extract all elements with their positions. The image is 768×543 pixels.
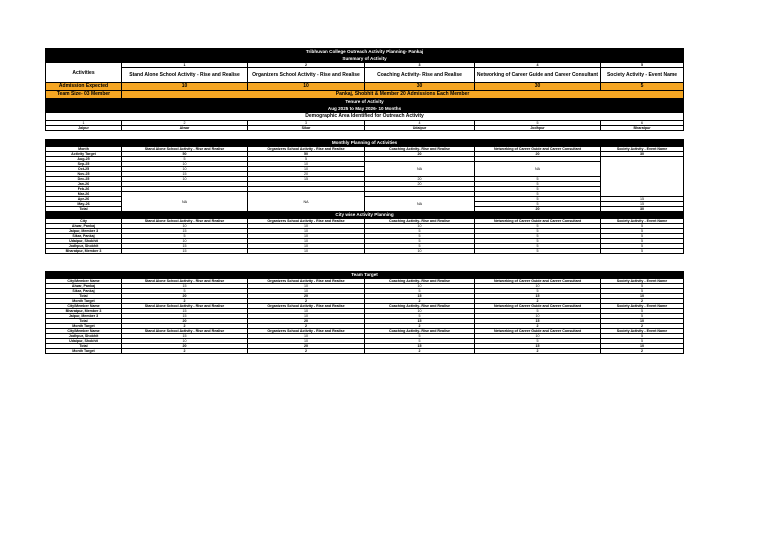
month-value-cell: 20	[475, 207, 601, 212]
month-value-cell: NA	[122, 192, 248, 212]
column-header: Networking of Career Guide and Career Consultant	[475, 219, 601, 224]
column-header: Coaching Activity- Rise and Realise	[365, 329, 475, 334]
total-value-cell: 15	[475, 294, 601, 299]
city-value-cell: 5	[475, 239, 601, 244]
team-value-cell: 5	[475, 289, 601, 294]
month-target-label: Month Target	[46, 349, 122, 354]
column-header: Coaching Activity- Rise and Realise	[365, 304, 475, 309]
month-value-cell: NA	[248, 192, 365, 212]
month-value-cell: NA	[365, 162, 475, 177]
total-value-cell: 20	[122, 294, 248, 299]
demo-city: Alwar	[122, 126, 248, 131]
city-value-cell: 5	[475, 229, 601, 234]
month-label-cell: Apr-26	[46, 197, 122, 202]
column-header: Organizers School Activity - Rise and Realise	[248, 147, 365, 152]
team-value-cell: 5	[601, 334, 684, 339]
month-value-cell: 15	[601, 197, 684, 202]
total-label: Total	[46, 344, 122, 349]
total-value-cell: 15	[365, 294, 475, 299]
month-value-cell: 50	[248, 152, 365, 157]
total-value-cell: 15	[475, 344, 601, 349]
team-value-cell: 15	[122, 314, 248, 319]
city-value-cell: 10	[248, 234, 365, 239]
column-header: Society Activity - Event Name	[601, 147, 684, 152]
month-target-value: 2	[601, 324, 684, 329]
month-value-cell: 20	[248, 172, 365, 177]
month-target-value: 2	[475, 324, 601, 329]
month-label-cell: Sep-25	[46, 162, 122, 167]
total-value-cell: 20	[248, 344, 365, 349]
citywise-header: City wise Activity Planning	[46, 212, 684, 219]
total-value-cell: 10	[601, 294, 684, 299]
month-target-value: 2	[365, 349, 475, 354]
team-value-cell: 15	[122, 284, 248, 289]
month-value-cell: 10	[248, 167, 365, 172]
month-target-value: 2	[475, 299, 601, 304]
column-header: Society Activity - Event Name	[601, 279, 684, 284]
team-value-cell: 5	[122, 289, 248, 294]
city-name-cell: Jodhpur, Shobhit	[46, 244, 122, 249]
tenure-label: Tenure of Activity	[46, 99, 684, 106]
month-value-cell: NA	[365, 197, 475, 212]
spreadsheet	[45, 48, 683, 354]
activity-number: 1	[122, 63, 248, 68]
team-value-cell: 5	[601, 289, 684, 294]
city-value-cell: 10	[248, 249, 365, 254]
city-value-cell: 5	[475, 249, 601, 254]
month-value-cell: 5	[475, 197, 601, 202]
team-value-cell: 5	[475, 309, 601, 314]
team-text: Pankaj, Shobhit & Member 20 Admissions Each Member	[122, 91, 684, 99]
month-label-cell: Aug-25	[46, 157, 122, 162]
month-value-cell: 10	[122, 177, 248, 182]
month-value-cell: 5	[475, 182, 601, 187]
city-member-label: City/Member Name	[46, 329, 122, 334]
demographic-title: Demographic Area Identified for Outreach Activity	[46, 113, 684, 121]
monthly-header: Monthly Planning of Activities	[46, 140, 684, 147]
city-value-cell: 15	[122, 249, 248, 254]
team-value-cell: 10	[248, 284, 365, 289]
month-value-cell: NA	[475, 162, 601, 177]
city-value-cell: 5	[365, 244, 475, 249]
member-name-cell: Jodhpur, Shobhit	[46, 334, 122, 339]
team-target-header: Team Target	[46, 272, 684, 279]
month-label-cell: Mar-26	[46, 192, 122, 197]
city-value-cell: 5	[365, 229, 475, 234]
month-label-cell: Jan-26	[46, 182, 122, 187]
month-label-cell: Dec-25	[46, 177, 122, 182]
team-value-cell: 10	[365, 284, 475, 289]
city-value-cell: 5	[601, 249, 684, 254]
team-value-cell: 10	[248, 314, 365, 319]
month-label-cell: Activity Target	[46, 152, 122, 157]
team-value-cell: 10	[248, 334, 365, 339]
month-target-value: 2	[601, 299, 684, 304]
month-target-value: 2	[248, 299, 365, 304]
city-label: City	[46, 219, 122, 224]
column-header: Networking of Career Guide and Career Consultant	[475, 279, 601, 284]
team-value-cell: 5	[365, 289, 475, 294]
total-value-cell: 15	[365, 319, 475, 324]
month-value-cell: 5	[475, 177, 601, 182]
activity-name: Stand Alone School Activity - Rise and Realise	[122, 68, 248, 83]
demo-city: Sikar	[248, 126, 365, 131]
month-target-value: 2	[122, 299, 248, 304]
city-value-cell: 5	[122, 234, 248, 239]
month-value-cell: 15	[248, 177, 365, 182]
column-header: Networking of Career Guide and Career Consultant	[475, 147, 601, 152]
activity-name: Organizers School Activity - Rise and Realise	[248, 68, 365, 83]
month-target-value: 2	[601, 349, 684, 354]
column-header: Networking of Career Guide and Career Consultant	[475, 304, 601, 309]
total-value-cell: 20	[248, 294, 365, 299]
city-value-cell: 15	[122, 244, 248, 249]
column-header: Society Activity - Event Name	[601, 329, 684, 334]
city-value-cell: 10	[248, 239, 365, 244]
month-target-value: 2	[365, 324, 475, 329]
team-value-cell: 10	[248, 289, 365, 294]
city-value-cell: 10	[365, 224, 475, 229]
member-name-cell: Udaipur, Shobhit	[46, 339, 122, 344]
city-value-cell: 10	[248, 244, 365, 249]
total-value-cell: 20	[248, 319, 365, 324]
activity-number: 5	[601, 63, 684, 68]
column-header: Organizers School Activity - Rise and Realise	[248, 279, 365, 284]
city-value-cell: 5	[601, 229, 684, 234]
demo-number: 2	[122, 121, 248, 126]
city-value-cell: 15	[122, 229, 248, 234]
total-value-cell: 15	[365, 344, 475, 349]
team-value-cell: 10	[122, 339, 248, 344]
month-value-cell: 50	[122, 152, 248, 157]
page-title: Tribhuvan College Outreach Activity Planning- Pankaj	[46, 49, 684, 56]
month-label-cell: Oct-25	[46, 167, 122, 172]
month-target-row	[46, 349, 684, 354]
total-value-cell: 15	[475, 319, 601, 324]
demo-number: 6	[601, 121, 684, 126]
month-value-cell: 30	[601, 207, 684, 212]
activities-label: Activities	[46, 63, 122, 83]
admission-value: 10	[248, 83, 365, 91]
month-value-cell: 5	[475, 187, 601, 192]
demo-city: Jaipur	[46, 126, 122, 131]
total-value-cell: 20	[122, 319, 248, 324]
city-row	[46, 249, 684, 254]
total-label: Total	[46, 294, 122, 299]
activity-number: 2	[248, 63, 365, 68]
member-name-cell: Jaipur, Member 3	[46, 314, 122, 319]
team-value-cell: 10	[248, 309, 365, 314]
team-value-cell: 15	[122, 334, 248, 339]
demo-number: 5	[475, 121, 601, 126]
month-value-cell: 30	[601, 152, 684, 157]
team-value-cell: 5	[601, 309, 684, 314]
month-value-cell: 20	[365, 152, 475, 157]
city-value-cell: 5	[475, 224, 601, 229]
month-target-value: 2	[248, 349, 365, 354]
column-header: Stand Alone School Activity - Rise and Realise	[122, 147, 248, 152]
month-value-cell: 15	[601, 202, 684, 207]
city-value-cell: 10	[248, 224, 365, 229]
city-value-cell: 5	[365, 239, 475, 244]
city-value-cell: 5	[601, 239, 684, 244]
activity-name: Coaching Activity- Rise and Realise	[365, 68, 475, 83]
city-value-cell: 10	[248, 229, 365, 234]
column-header: Coaching Activity- Rise and Realise	[365, 219, 475, 224]
city-member-label: City/Member Name	[46, 279, 122, 284]
city-member-label: City/Member Name	[46, 304, 122, 309]
month-value-cell: 5	[475, 192, 601, 197]
month-value-cell: 20	[475, 152, 601, 157]
demo-number: 4	[365, 121, 475, 126]
city-name-cell: Sikar, Pankaj	[46, 234, 122, 239]
team-value-cell: 5	[475, 339, 601, 344]
team-value-cell: 5	[365, 314, 475, 319]
activity-name: Networking of Career Guide and Career Consultant	[475, 68, 601, 83]
month-target-value: 2	[122, 349, 248, 354]
month-value-cell: 15	[122, 172, 248, 177]
team-value-cell: 5	[365, 339, 475, 344]
demo-number: 1	[46, 121, 122, 126]
admission-label: Admission Expected	[46, 83, 122, 91]
city-value-cell: 5	[601, 244, 684, 249]
team-value-cell: 5	[601, 284, 684, 289]
month-label-cell: Total	[46, 207, 122, 212]
month-value-cell: 5	[475, 202, 601, 207]
city-value-cell: 5	[601, 224, 684, 229]
demo-city: Udaipur	[365, 126, 475, 131]
month-target-value: 2	[122, 324, 248, 329]
month-value-cell: 5	[248, 157, 365, 162]
city-value-cell: 5	[601, 234, 684, 239]
member-name-cell: Sikar, Pankaj	[46, 289, 122, 294]
member-name-cell: Bharatpur, Member 3	[46, 309, 122, 314]
column-header: Coaching Activity- Rise and Realise	[365, 147, 475, 152]
demo-city: Jodhpur	[475, 126, 601, 131]
column-header: Networking of Career Guide and Career Consultant	[475, 329, 601, 334]
city-value-cell: 5	[475, 244, 601, 249]
team-value-cell: 5	[601, 339, 684, 344]
admission-value: 5	[601, 83, 684, 91]
activity-number: 4	[475, 63, 601, 68]
month-value-cell	[601, 157, 684, 197]
column-header: Stand Alone School Activity - Rise and Realise	[122, 219, 248, 224]
month-target-label: Month Target	[46, 299, 122, 304]
city-name-cell: Jaipur, Member 3	[46, 229, 122, 234]
demo-city: Bharatpur	[601, 126, 684, 131]
admission-value: 10	[122, 83, 248, 91]
team-value-cell: 10	[248, 339, 365, 344]
column-header: Organizers School Activity - Rise and Realise	[248, 329, 365, 334]
city-value-cell: 10	[122, 239, 248, 244]
column-header: Organizers School Activity - Rise and Realise	[248, 304, 365, 309]
total-value-cell: 20	[122, 344, 248, 349]
city-name-cell: Udaipur, Shobhit	[46, 239, 122, 244]
team-value-cell: 15	[122, 309, 248, 314]
month-target-value: 2	[365, 299, 475, 304]
activity-name: Society Activity - Event Name	[601, 68, 684, 83]
month-label-cell: Nov-25	[46, 172, 122, 177]
month-label-cell: Feb-26	[46, 187, 122, 192]
month-label-cell: May-26	[46, 202, 122, 207]
admission-value: 30	[475, 83, 601, 91]
summary-header: Summary of Activity	[46, 56, 684, 63]
city-name-cell: Bharatpur, Member 3	[46, 249, 122, 254]
city-value-cell: 10	[122, 224, 248, 229]
month-target-label: Month Target	[46, 324, 122, 329]
month-target-value: 2	[248, 324, 365, 329]
column-header: Society Activity - Event Name	[601, 304, 684, 309]
team-target-table	[45, 271, 684, 354]
month-value-cell: 10	[248, 162, 365, 167]
column-header: Coaching Activity- Rise and Realise	[365, 279, 475, 284]
column-header: Organizers School Activity - Rise and Realise	[248, 219, 365, 224]
admission-value: 30	[365, 83, 475, 91]
city-value-cell: 10	[365, 249, 475, 254]
month-value-cell: 20	[365, 177, 475, 182]
month-value-cell: 10	[122, 167, 248, 172]
column-header: Stand Alone School Activity - Rise and Realise	[122, 304, 248, 309]
column-header: Stand Alone School Activity - Rise and Realise	[122, 279, 248, 284]
month-value-cell: 20	[365, 182, 475, 187]
city-value-cell: 5	[475, 234, 601, 239]
tenure-value: Aug 2025 to May 2026- 10 Months	[46, 106, 684, 113]
planning-table	[45, 48, 684, 254]
team-size-label: Team Size- 03 Member	[46, 91, 122, 99]
month-target-value: 2	[475, 349, 601, 354]
total-label: Total	[46, 319, 122, 324]
month-label: Month	[46, 147, 122, 152]
activity-number: 3	[365, 63, 475, 68]
column-header: Society Activity - Event Name	[601, 219, 684, 224]
team-value-cell: 10	[475, 334, 601, 339]
total-value-cell: 10	[601, 319, 684, 324]
demo-number: 3	[248, 121, 365, 126]
total-value-cell: 10	[601, 344, 684, 349]
team-value-cell: 10	[475, 314, 601, 319]
team-value-cell: 5	[601, 314, 684, 319]
month-value-cell: 10	[122, 162, 248, 167]
column-header: Stand Alone School Activity - Rise and Realise	[122, 329, 248, 334]
city-name-cell: Alwar, Pankaj	[46, 224, 122, 229]
team-value-cell: 10	[365, 309, 475, 314]
member-name-cell: Alwar, Pankaj	[46, 284, 122, 289]
month-value-cell: 5	[122, 157, 248, 162]
team-value-cell: 5	[365, 334, 475, 339]
team-value-cell: 10	[475, 284, 601, 289]
city-value-cell: 5	[365, 234, 475, 239]
